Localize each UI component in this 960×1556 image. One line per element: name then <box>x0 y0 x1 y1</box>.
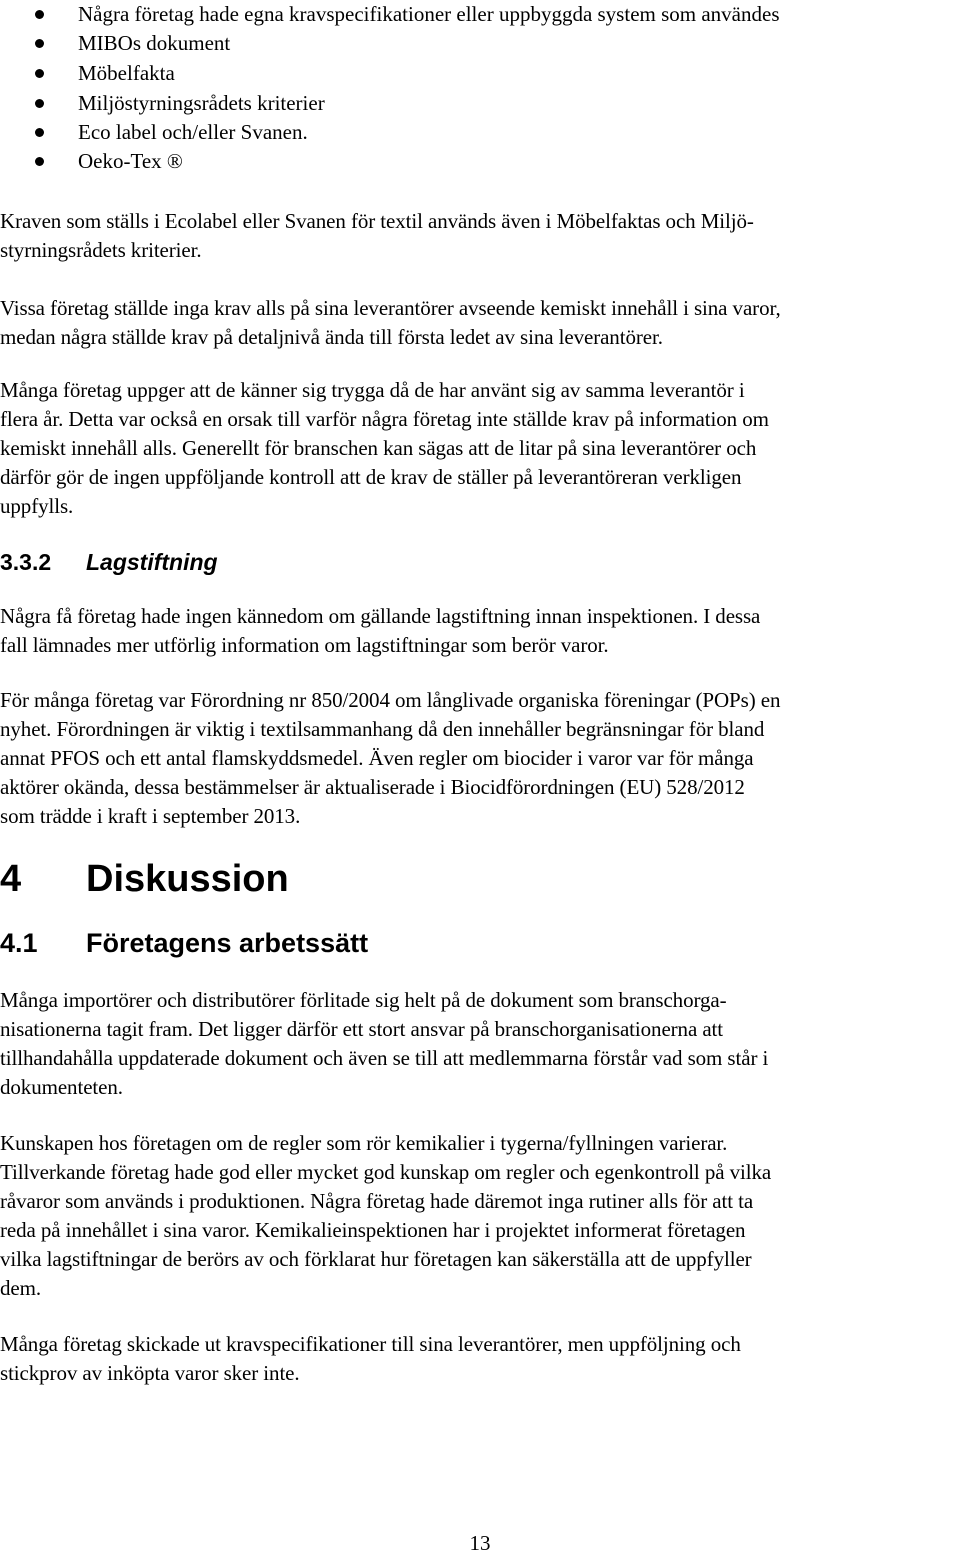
paragraph-vissa: Vissa företag ställde inga krav alls på sina leverantörer avseende kemiskt innehåll i sina varor, medan några ställde krav på detaljnivå ända till första ledet av sina leverantörer. <box>0 296 781 349</box>
bullet-icon <box>35 157 44 166</box>
bullet-icon <box>35 10 44 19</box>
bullet-icon <box>35 128 44 137</box>
bullet-icon <box>35 69 44 78</box>
paragraph-skickade: Många företag skickade ut kravspecifikationer till sina leverantörer, men uppföljning och stickprov av inköpta varor sker inte. <box>0 1332 741 1385</box>
paragraph-importorer: Många importörer och distributörer förlitade sig helt på de dokument som branschorga- nisationerna tagit fram. Det ligger därför ett stort ansvar på branschorganisationerna att tillhandahålla uppdaterade dokument och även se till att medlemmarna förstår vad som står i dokumenteten. <box>0 988 769 1099</box>
document-page: Några företag hade egna kravspecifikationer eller uppbyggda system som användes MIBOs dokument Möbelfakta Miljöstyrningsrådets kriterier Eco label och/eller Svanen. Oeko-Tex ® Kraven som ställs i Ecolabel eller Svanen för textil används även i Möbelfaktas och Miljö- styrningsrådets kriterier. Vissa företag ställde inga krav alls på sina leverantörer avseende kemiskt innehåll i sina varor, medan några ställde krav på detaljnivå ända till första ledet av sina leverantörer. Många företag uppger att de känner sig trygga då de har använt sig av samma leverantör i flera år. Detta var också en orsak till varför några företag inte ställde krav på information om kemiskt innehåll alls. Generellt för branschen kan sägas att de litar på sina leverantörer och därför gör de ingen uppföljande kontroll att de krav de ställer på leverantöreran verkligen uppfylls. 3.3.2 Lagstiftning Några få företag hade ingen kännedom om gällande lagstiftning innan inspektionen. I dessa fall lämnades mer utförlig information om lagstiftningar som berör varor. För många företag var Förordning nr 850/2004 om långlivade organiska föreningar (POPs) en nyhet. Förordningen är viktig i textilsammanhang då den innehåller begränsningar för bland annat PFOS och ett antal flamskyddsmedel. Även regler om biocider i varor var för många aktörer okända, dessa bestämmelser är aktualiserade i Biocidförordningen (EU) 528/2012 som trädde i kraft i september 2013. 4 Diskussion 4.1 Företagens arbetssätt Många importörer och distributörer förlitade sig helt på de dokument som branschorga- nisationerna tagit fram. Det ligger därför ett stort ansvar på branschorganisationerna att tillhandahålla uppdaterade dokument och även se till att medlemmarna förstår vad som står i dokumenteten. Kunskapen hos företagen om de regler som rör kemikalier i tygerna/fyllningen varierar. Tillverkande företag hade god eller mycket god kunskap om regler och egenkontroll på vilka råvaror som används i produktionen. Några företag hade däremot inga rutiner alls för att ta reda på innehållet i sina varor. Kemikalieinspektionen har i projektet informerat företagen vilka lagstiftningar de berörs av och förklarat hur företagen kan säkerställa att de uppfyller dem. Många företag skickade ut kravspecifikationer till sina leverantörer, men uppföljning och stickprov av inköpta varor sker inte. 13 <box>0 0 960 1554</box>
paragraph-fa-foretag: Några få företag hade ingen kännedom om gällande lagstiftning innan inspektionen. I dessa fall lämnades mer utförlig information om lagstiftningar som berör varor. <box>0 604 761 657</box>
page-number: 13 <box>469 1531 491 1555</box>
paragraph-manga-foretag: Många företag uppger att de känner sig trygga då de har använt sig av samma leverantör i flera år. Detta var också en orsak till varför några företag inte ställde krav på information om kemiskt innehåll alls. Generellt för branschen kan sägas att de litar på sina leverantörer och därför gör de ingen uppföljande kontroll att de krav de ställer på leverantöreran verkligen uppfylls. <box>0 378 769 518</box>
bullet-icon <box>35 39 44 48</box>
paragraph-forordning: För många företag var Förordning nr 850/2004 om långlivade organiska föreningar (POPs) en nyhet. Förordningen är viktig i textilsammanhang då den innehåller begränsningar för bland annat PFOS och ett antal flamskyddsmedel. Även regler om biocider i varor var för många aktörer okända, dessa bestämmelser är aktualiserade i Biocidförordningen (EU) 528/2012 som trädde i kraft i september 2013. <box>0 688 781 828</box>
chapter-heading-4: 4 Diskussion <box>0 858 289 900</box>
section-heading-3-3-2: 3.3.2 Lagstiftning <box>0 549 218 575</box>
section-heading-4-1: 4.1 Företagens arbetssätt <box>0 928 369 958</box>
paragraph-kunskapen: Kunskapen hos företagen om de regler som rör kemikalier i tygerna/fyllningen varierar. Tillverkande företag hade god eller mycket god kunskap om regler och egenkontroll på vilka råvaror som används i produktionen. Några företag hade däremot inga rutiner alls för att ta reda på innehållet i sina varor. Kemikalieinspektionen har i projektet informerat företagen vilka lagstiftningar de berörs av och förklarat hur företagen kan säkerställa att de uppfyller dem. <box>0 1131 772 1300</box>
paragraph-kraven: Kraven som ställs i Ecolabel eller Svanen för textil används även i Möbelfaktas och Miljö- styrningsrådets kriterier. <box>0 209 754 262</box>
bullet-icon <box>35 99 44 108</box>
